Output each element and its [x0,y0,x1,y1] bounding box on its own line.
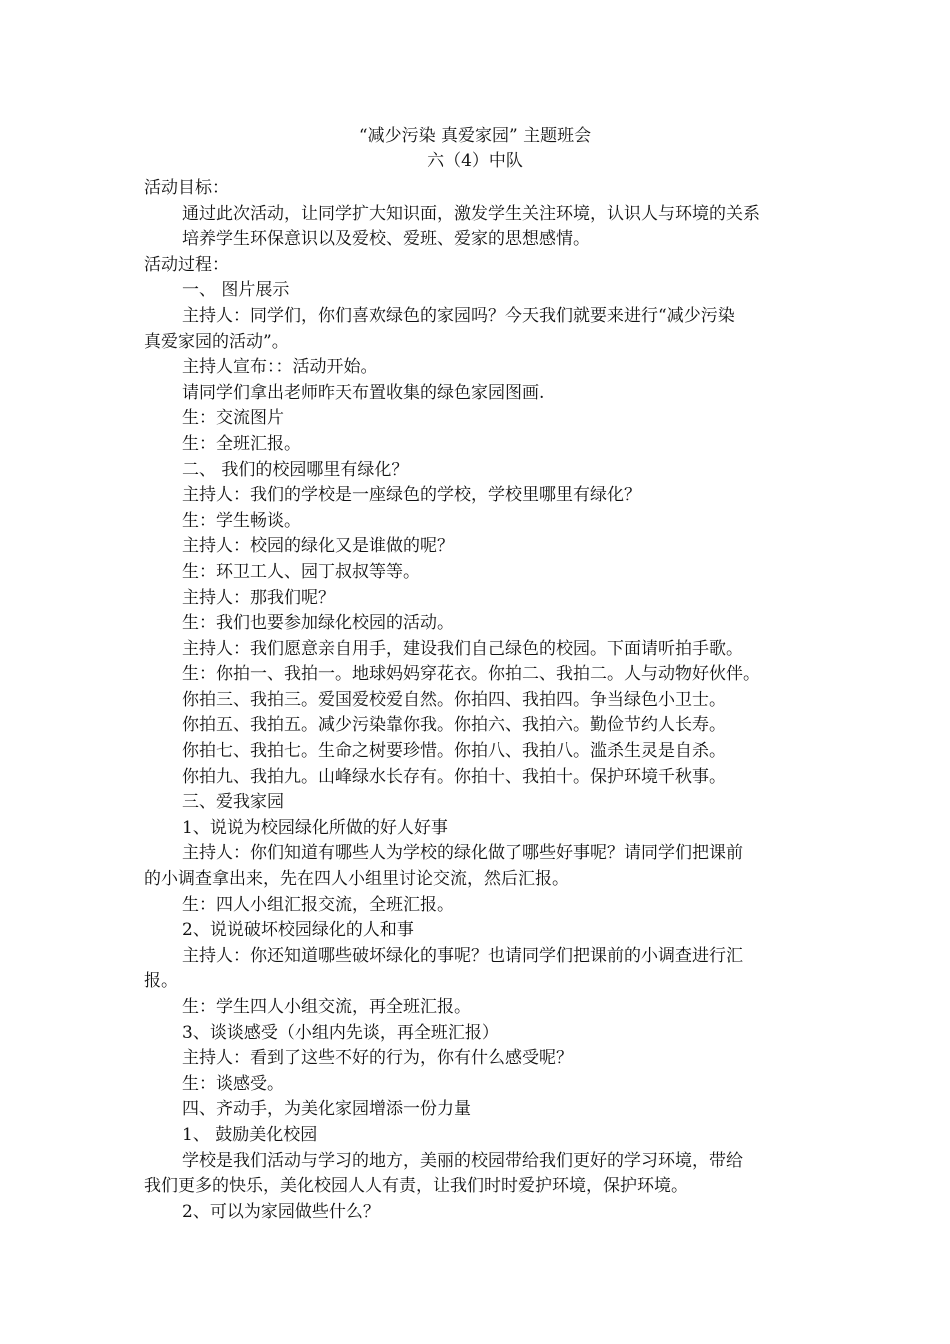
text-line: 三、爱我家园 [182,792,284,813]
text-line: 通过此次活动，让同学扩大知识面，激发学生关注环境，认识人与环境的关系 [182,203,760,224]
text-line: 主持人：你还知道哪些破坏绿化的事呢？也请同学们把课前的小调查进行汇 [182,945,743,966]
text-line: 生：四人小组汇报交流，全班汇报。 [182,894,454,915]
text-line: 你拍七、我拍七。生命之树要珍惜。你拍八、我拍八。滥杀生灵是自杀。 [182,741,726,762]
text-line: 主持人宣布：：活动开始。 [182,357,378,378]
text-line: 生：环卫工人、园丁叔叔等等。 [182,561,420,582]
text-line: 生：你拍一、我拍一。地球妈妈穿花衣。你拍二、我拍二。人与动物好伙伴。 [182,664,760,685]
text-line: 主持人：你们知道有哪些人为学校的绿化做了哪些好事呢？请同学们把课前 [182,843,743,864]
text-line: 生：交流图片 [182,408,284,429]
text-line: 生：学生四人小组交流，再全班汇报。 [182,997,471,1017]
document-subtitle: 六（4）中队 [427,151,523,171]
text-line: 学校是我们活动与学习的地方，美丽的校园带给我们更好的学习环境，带给 [182,1150,743,1171]
text-line: 2、可以为家园做些什么？ [182,1201,380,1222]
document-body [144,176,824,1225]
text-line: 主持人：同学们，你们喜欢绿色的家园吗？今天我们就要来进行“减少污染 [182,305,735,326]
text-line: 主持人：我们愿意亲自用手，建设我们自己绿色的校园。下面请听拍手歌。 [182,638,743,659]
text-line: 四、齐动手，为美化家园增添一份力量 [182,1099,471,1120]
text-line: 生：谈感受。 [182,1073,284,1094]
text-line: 1、说说为校园绿化所做的好人好事 [182,817,448,838]
text-line: 二、 我们的校园哪里有绿化？ [182,459,409,480]
text-line: 真爱家园的活动”。 [144,331,289,352]
text-line: 主持人：校园的绿化又是谁做的呢？ [182,536,454,557]
text-line: 2、说说破坏校园绿化的人和事 [182,920,414,941]
text-line: 活动目标： [144,178,229,198]
text-line: 生：学生畅谈。 [182,510,301,531]
text-line: 我们更多的快乐，美化校园人人有责，让我们时时爱护环境，保护环境。 [144,1176,688,1197]
text-line: 主持人：那我们呢？ [182,587,335,608]
text-line: 3、谈谈感受（小组内先谈，再全班汇报） [182,1022,499,1043]
text-line: 的小调查拿出来，先在四人小组里讨论交流，然后汇报。 [144,869,569,890]
text-line: 请同学们拿出老师昨天布置收集的绿色家园图画. [182,382,545,403]
text-line: 一、 图片展示 [182,280,290,301]
text-line: 1、 鼓励美化校园 [182,1124,318,1145]
text-line: 报。 [144,971,178,992]
text-line: 你拍三、我拍三。爱国爱校爱自然。你拍四、我拍四。争当绿色小卫士。 [182,689,726,710]
text-line: 生：全班汇报。 [182,433,301,454]
text-line: 你拍九、我拍九。山峰绿水长存有。你拍十、我拍十。保护环境千秋事。 [182,766,726,787]
document-title: “减少污染 真爱家园” 主题班会 [358,126,592,146]
text-line: 你拍五、我拍五。减少污染靠你我。你拍六、我拍六。勤俭节约人长寿。 [182,715,726,736]
text-line: 主持人：看到了这些不好的行为，你有什么感受呢？ [182,1048,573,1069]
text-line: 活动过程： [144,254,229,275]
text-line: 主持人：我们的学校是一座绿色的学校，学校里哪里有绿化？ [182,485,641,506]
text-line: 培养学生环保意识以及爱校、爱班、爱家的思想感情。 [182,229,590,250]
text-line: 生：我们也要参加绿化校园的活动。 [182,613,454,634]
